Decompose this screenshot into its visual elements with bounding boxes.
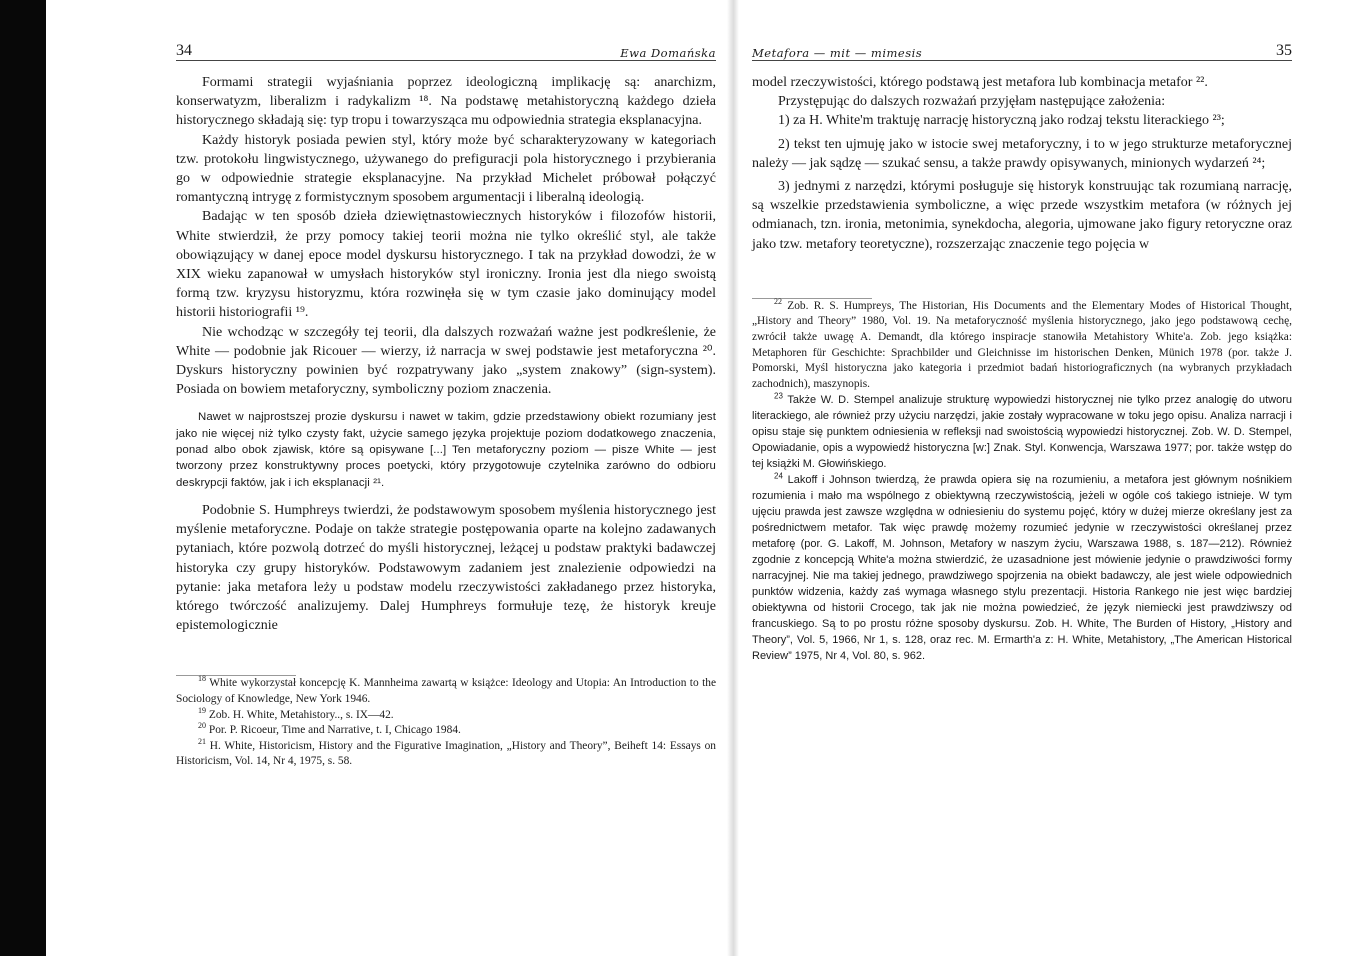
footnote-text: Lakoff i Johnson twierdzą, że prawda opiera się na rozumieniu, a metafora jest głównym nośnikiem rozumienia i mało ma wspólnego z obiektywną rzeczywistością, jeżeli w ogóle coś takiego istnieje. W tym ujęciu prawda jest zawsze względna w odniesieniu do systemu pojęć, który w dużej mierze określany jest za pośrednictwem metafor. Tak więc prawdę możemy rozumieć jedynie w rzeczywistości określanej przez metaforę (por. G. Lakoff, M. Johnson, Metafory w naszym życiu, Warszawa 1988, s. 187—212). Również zgodnie z koncepcją White'a można stwierdzić, że uzasadnione jest mówienie jedynie o prawdziwości formy narracyjnej. Nie ma takiej jednego, prawdziwego spojrzenia na obiekt badawczy, ale jest wiele odpowiednich punktów widzenia, każdy zaś wymaga własnego stylu prezentacji. Historia Rankego nie jest więc bardziej obiektywna od historii Crocego, tak jak nie można powiedzieć, że język niemiecki jest prawdziwszy od francuskiego. Są to po prostu różne sposoby dyskursu. Zob. H. White, The Burden of History, „History and Theory”, Vol. 5, 1966, Nr 1, s. 128, oraz rec. M. Ermarth'a z: H. White, Metahistory, „The American Historical Review” 1975, Nr 4, Vol. 80, s. 962. (752, 474, 1292, 663)
left-paragraph-2: Każdy historyk posiada pewien styl, który może być scharakteryzowany w kategoriach tzw. protokołu lingwistycznego, używanego do prefiguracji pola historycznego i przybierania go w odpowiednie strategie eksplanacyjne. Na przykład Michelet próbował połączyć romantyczną intrygę z formistycznym sposobem argumentacji i liberalną ideologią. (176, 132, 716, 206)
right-paragraph-1: model rzeczywistości, którego podstawą jest metafora lub kombinacja metafor ²². (752, 75, 1208, 90)
list-item-2: 2) tekst ten ujmuję jako w istocie swej metaforyczny, i to w jego strukturze metaforycznej należy — jak sądzę — szukać sensu, a także prawdy opisywanych, minionych wydarzeń ²⁴; (752, 136, 1292, 171)
left-footnotes (176, 676, 716, 770)
footnote-19 (176, 705, 716, 724)
right-paragraph-2: Przystępując do dalszych rozważań przyjęłam następujące założenia: (778, 94, 1166, 110)
footnote-18 (176, 676, 716, 707)
left-body (176, 73, 716, 635)
footnote-text: H. White, Historicism, History and the Figurative Imagination, „History and Theory”, Beiheft 14: Essays on Historicism, Vol. 14, Nr 4, 1975, s. 58. (176, 739, 716, 768)
left-page (176, 38, 716, 770)
left-paragraph-4: Nie wchodząc w szczegóły tej teorii, dla dalszych rozważań ważne jest podkreślenie, że White — podobnie jak Ricouer — wierzy, iż narracja w swej podstawie jest metaforyczna ²⁰. Dyskurs historyczny powinien być rozpatrywany jako „system znakowy” (sign-system). Posiada on bowiem metaforyczny, symboliczny poziom znaczenia. (176, 324, 716, 398)
footnote-text: White wykorzystał koncepcję K. Mannheima zawartą w książce: Ideology and Utopia: An Introduction to the Sociology of Knowledge, New York 1946. (176, 677, 716, 705)
right-page (752, 38, 1292, 664)
footnote-22 (752, 299, 1292, 393)
left-running-head: Ewa Domańska (620, 46, 716, 60)
left-paragraph-5: Podobnie S. Humphreys twierdzi, że podstawowym sposobem myślenia historycznego jest myślenie metaforyczne. Podaje on także strategie postępowania oparte na kolejno zadawanych pytaniach, które pozwolą dotrzeć do myśli historycznej, leżącej u podstaw praktyki badawczej historyka czy grupy historyków. Podstawowym zadaniem jest znalezienie odpowiedzi na pytanie: jaka metafora leży u podstaw modelu rzeczywistości zakładanego przez historyka, którego twórczość analizujemy. Dalej Humphreys formułuje tezę, że historyk kreuje epistemologicznie (176, 502, 716, 634)
footnote-mark: 24 (774, 471, 783, 481)
footnote-mark: 22 (774, 297, 782, 307)
left-page-number: 34 (176, 42, 192, 59)
right-page-number: 35 (1276, 42, 1292, 59)
right-footnotes (752, 299, 1292, 665)
left-paragraph-1: Formami strategii wyjaśniania poprzez ideologiczną implikację są: anarchizm, konserwatyzm, liberalizm i radykalizm ¹⁸. Na podstawę metahistoryczną każdego dzieła historycznego składają się: typ tropu i towarzysząca mu odpowiednia strategia eksplanacyjna. (176, 75, 716, 129)
footnote-21 (176, 736, 716, 770)
right-running-head: Metafora — mit — mimesis (752, 46, 923, 60)
footnote-mark: 19 (198, 705, 206, 715)
list-item-3: 3) jednymi z narzędzi, którymi posługuje się historyk konstruując tak rozumianą narrację, są wszelkie przedstawienia symboliczne, a więc przede wszystkim metafora (w różnych jej odmianach, tzn. ironia, metonimia, synekdocha, alegoria, ujmowane jako figury retoryczne oraz jako tzw. metafory teoretyczne), rozszerzając znaczenie tego pojęcia w (752, 179, 1292, 252)
footnote-20 (176, 723, 716, 739)
footnote-mark: 21 (198, 736, 206, 746)
right-header (752, 38, 1292, 61)
scan-binding-edge (0, 0, 46, 956)
footnote-text: Także W. D. Stempel analizuje strukturę wypowiedzi historycznej nie tylko przez analogię do utworu literackiego, ale również przy użyciu narzędzi, jakie zostały wypracowane w toku jego opisu. Analiza narracji i opisu staje się punktem odniesienia w refleksji nad swoistością wypowiedzi historycznej. Zob. W. D. Stempel, Opowiadanie, opis a wypowiedź historyczna [w:] Znak. Styl. Konwencja, Warszawa 1977; por. także wstęp do tej książki M. Głowińskiego. (752, 394, 1292, 471)
list-item-1: 1) za H. White'm traktuję narrację historyczną jako rodzaj tekstu literackiego ²³; (778, 113, 1225, 129)
footnote-mark: 23 (774, 391, 783, 401)
footnote-mark: 20 (198, 721, 206, 731)
footnote-mark: 18 (198, 674, 206, 684)
footnote-text: Zob. H. White, Metahistory.., s. IX—42. (208, 708, 394, 721)
right-body (752, 73, 1292, 254)
footnote-text: Por. P. Ricoeur, Time and Narrative, t. I, Chicago 1984. (208, 724, 461, 737)
left-header (176, 38, 716, 61)
block-quote: Nawet w najprostszej prozie dyskursu i nawet w takim, gdzie przedstawiony obiekt rozumiany jest jako nie więcej niż tylko czysty fakt, użycie samego języka projektuje poziom dodatkowego znaczenia, ponad albo obok zjawisk, które są opisywane [...] Ten metaforyczny poziom — pisze White — jest tworzony przez konstruktywny proces poetycki, który przygotowuje czytelnika zarówno do odbioru deskrypcji faktów, jak i ich eksplanacji ²¹. (176, 411, 716, 489)
footnote-text: Zob. R. S. Humpreys, The Historian, His Documents and the Elementary Modes of Historical Thought, „History and Theory” 1980, Vol. 19. Na metaforyczność myślenia historycznego, jako jego podstawową cechę, zwrócił także uwagę A. Demandt, dla którego inspiracje stanowiła Metahistory White'a. Zob. jego książka: Metaphoren für Geschichte: Sprachbilder und Gleichnisse im historischen Denken, Münich 1978 (por. także J. Pomorski, Myśl historyczna jako kategoria i przedmiot badań historiograficznych (na wybranych przykładach zachodnich), maszynopis. (752, 299, 1292, 390)
left-paragraph-3: Badając w ten sposób dzieła dziewiętnastowiecznych historyków i filozofów historii, White stwierdził, że przy pomocy takiej teorii można nie tylko określić styl, ale także obowiązujący w danej epoce model dyskursu historycznego. I tak na przykład dowodzi, że w XIX wieku zapanował w umysłach historyków styl ironiczny. Ironia jest dla niego swoistą formą tzw. kryzysu historyzmu, która rozwinęła się w tym czasie jako dominujący model historii historiografii ¹⁹. (176, 209, 716, 321)
page-gutter (727, 0, 739, 956)
footnote-23 (752, 392, 1292, 472)
footnote-24 (752, 472, 1292, 664)
